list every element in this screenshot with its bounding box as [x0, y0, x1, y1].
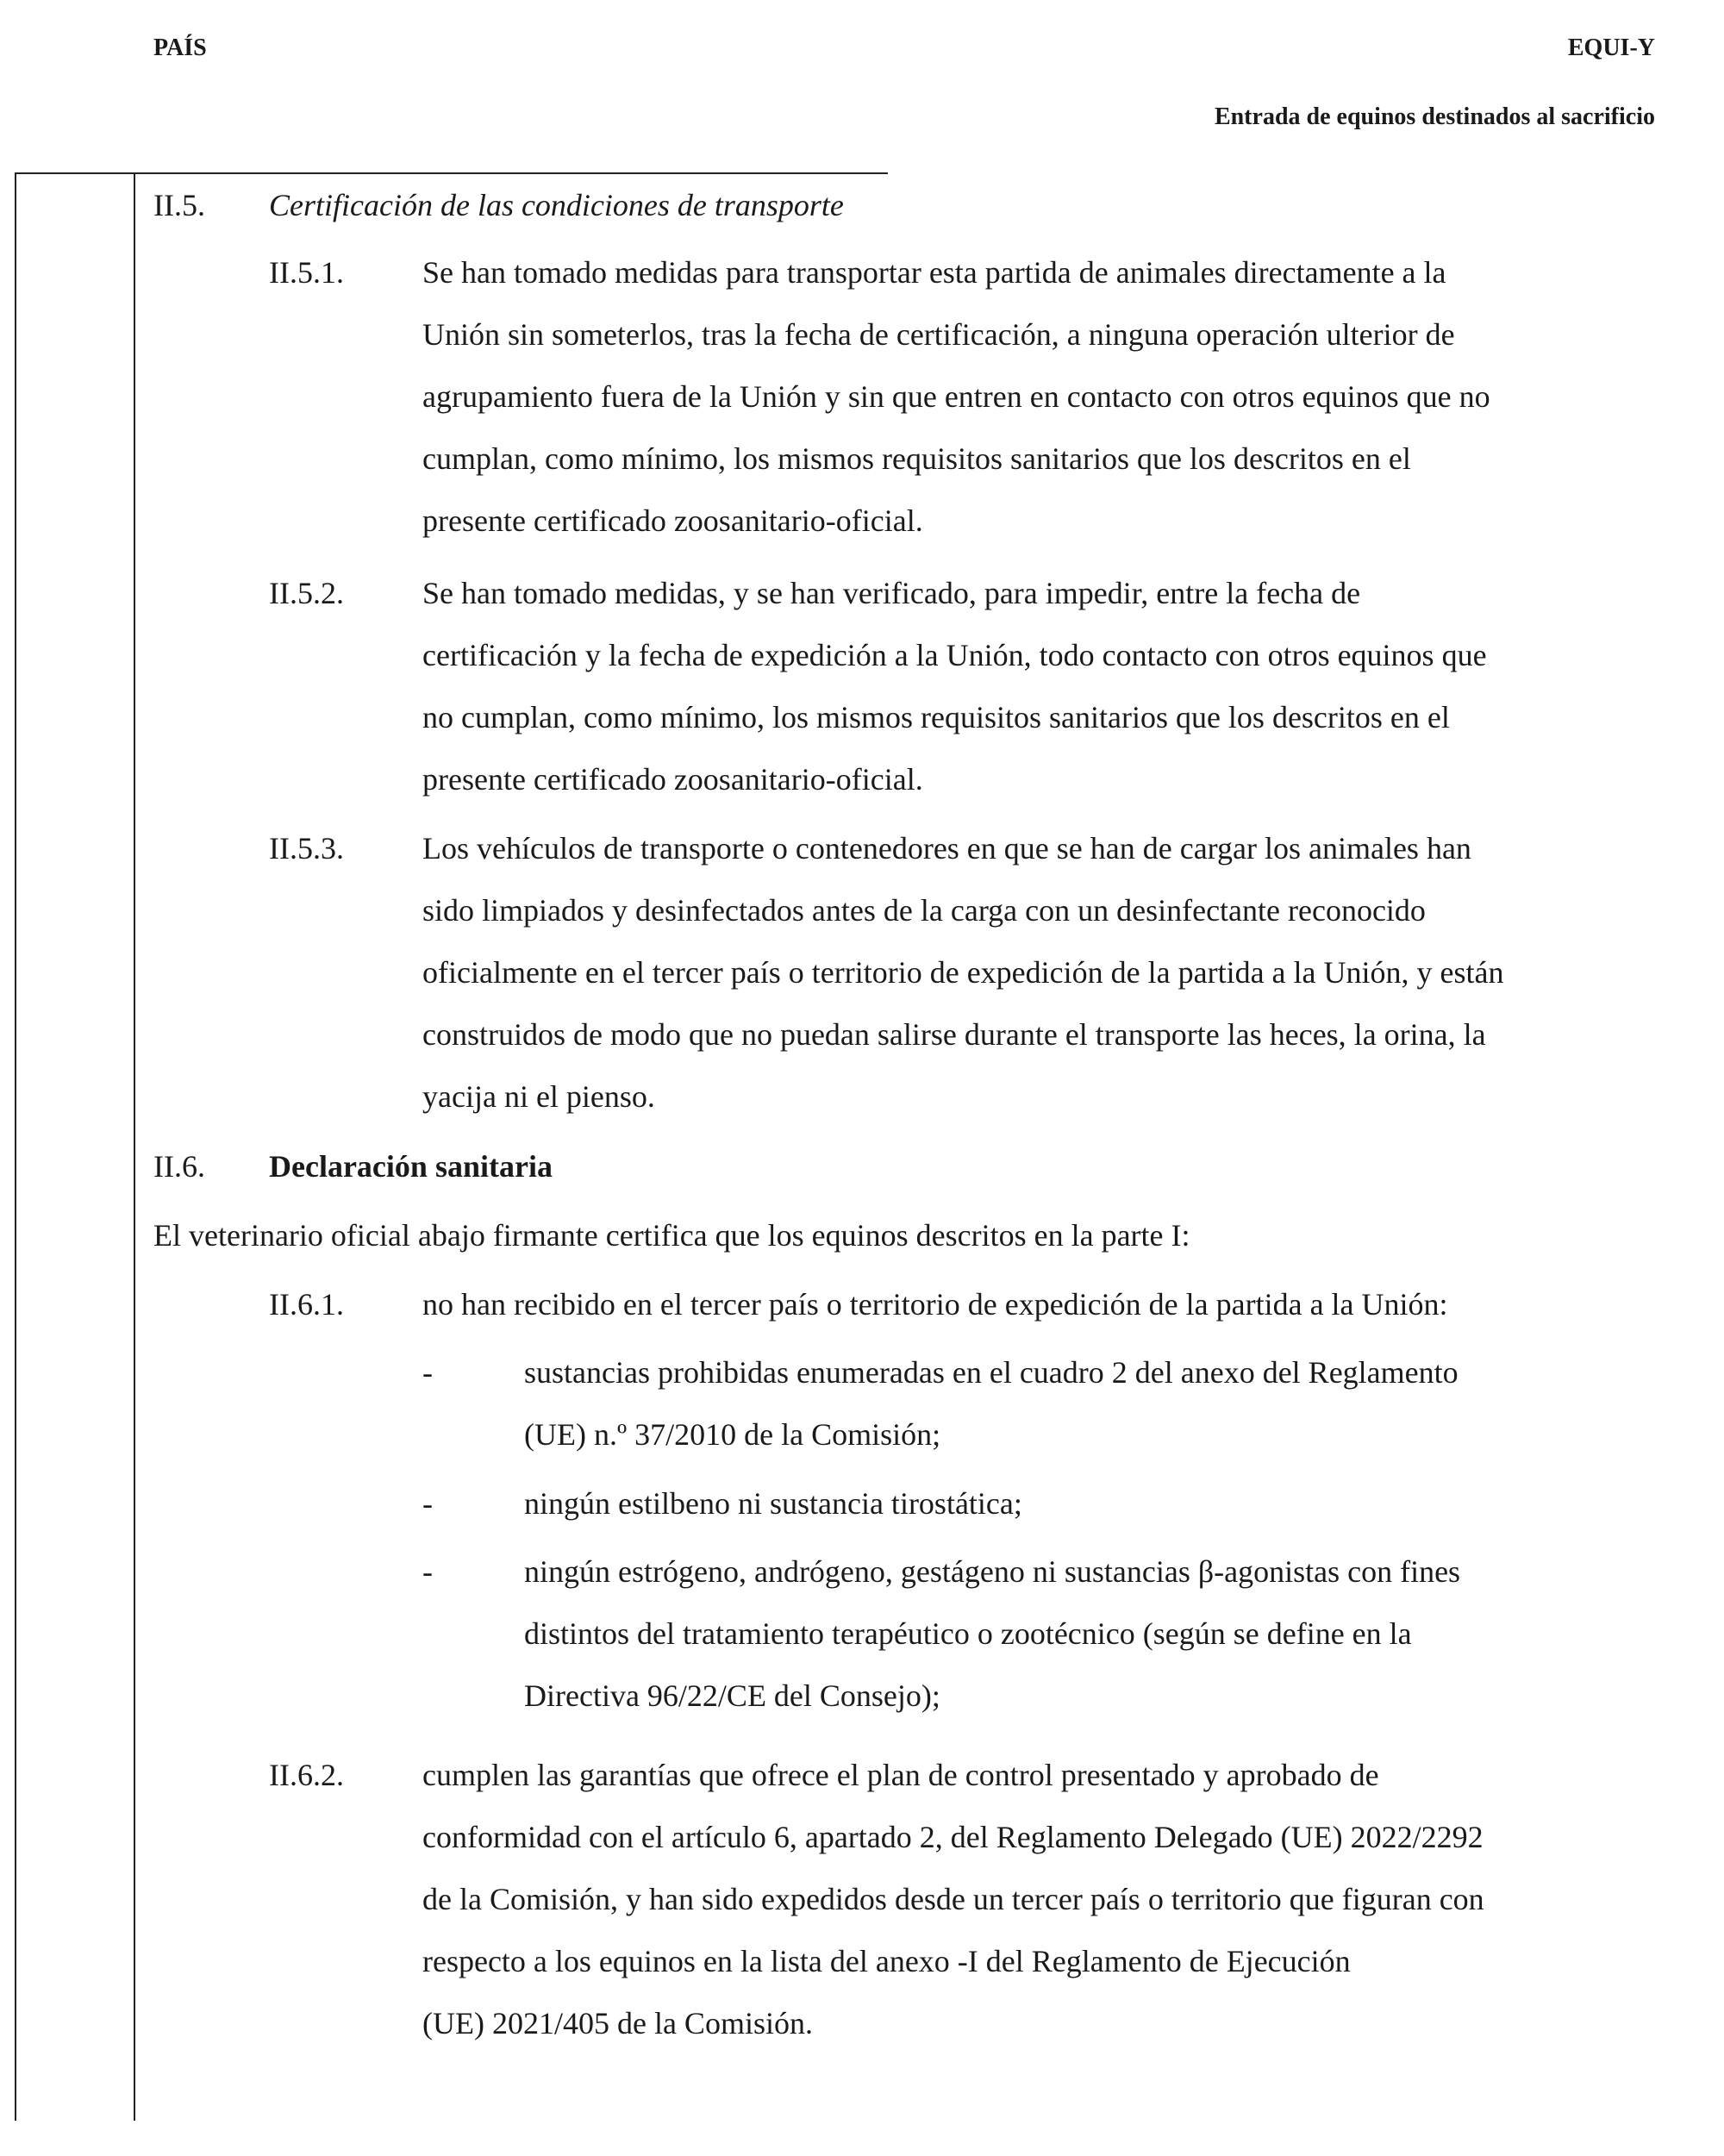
header-code: EQUI-Y: [1567, 34, 1655, 61]
bullet-text: [524, 1472, 1681, 1534]
text-line: construidos de modo que no puedan salirse durante el transporte las heces, la orina, la: [422, 1017, 1486, 1052]
item-number-ii5-1: II.5.1.: [269, 255, 344, 290]
text-line: de la Comisión, y han sido expedidos desde un tercer país o territorio que figuran con: [422, 1882, 1484, 1916]
item-text-ii6-2: [422, 1744, 1681, 2054]
item-number-ii5-3: II.5.3.: [269, 831, 344, 866]
bullet-dash: -: [422, 1486, 433, 1521]
item-number-ii6-1: II.6.1.: [269, 1287, 344, 1322]
section-title-ii6: Declaración sanitaria: [269, 1149, 553, 1184]
header-country: PAÍS: [153, 34, 207, 61]
bullet-text: [524, 1341, 1681, 1465]
text-line: Directiva 96/22/CE del Consejo);: [524, 1678, 940, 1713]
item-text-ii5-2: [422, 562, 1681, 810]
text-line: (UE) n.º 37/2010 de la Comisión;: [524, 1417, 941, 1452]
section-title-ii5: Certificación de las condiciones de transporte: [269, 188, 844, 222]
item-number-ii6-2: II.6.2.: [269, 1758, 344, 1792]
bullet-text: [524, 1540, 1681, 1727]
text-line: ningún estilbeno ni sustancia tirostática;: [524, 1486, 1022, 1521]
frame-inner-rule: [134, 172, 135, 2121]
frame-left-rule: [15, 172, 16, 2121]
section-intro-ii6: El veterinario oficial abajo firmante certifica que los equinos descritos en la parte I:: [153, 1218, 1190, 1253]
bullet-dash: -: [422, 1554, 433, 1589]
text-line: Se han tomado medidas para transportar esta partida de animales directamente a la: [422, 255, 1446, 290]
item-text-ii5-1: [422, 241, 1681, 552]
text-line: cumplen las garantías que ofrece el plan de control presentado y aprobado de: [422, 1758, 1379, 1792]
text-line: conformidad con el artículo 6, apartado 2, del Reglamento Delegado (UE) 2022/2292: [422, 1820, 1484, 1854]
text-line: ningún estrógeno, andrógeno, gestágeno ni sustancias β-agonistas con fines: [524, 1554, 1461, 1589]
text-line: no cumplan, como mínimo, los mismos requisitos sanitarios que los descritos en el: [422, 700, 1450, 734]
text-line: sido limpiados y desinfectados antes de la carga con un desinfectante reconocido: [422, 893, 1426, 928]
text-line: agrupamiento fuera de la Unión y sin que entren en contacto con otros equinos que no: [422, 379, 1490, 414]
text-line: oficialmente en el tercer país o territorio de expedición de la partida a la Unión, y están: [422, 955, 1504, 990]
bullet-dash: -: [422, 1355, 433, 1390]
text-line: cumplan, como mínimo, los mismos requisitos sanitarios que los descritos en el: [422, 441, 1411, 476]
text-line: (UE) 2021/405 de la Comisión.: [422, 2006, 813, 2040]
text-line: sustancias prohibidas enumeradas en el cuadro 2 del anexo del Reglamento: [524, 1355, 1459, 1390]
item-text-ii5-3: [422, 817, 1681, 1128]
item-number-ii5-2: II.5.2.: [269, 576, 344, 610]
text-line: presente certificado zoosanitario-oficial.: [422, 762, 923, 797]
text-line: Se han tomado medidas, y se han verificado, para impedir, entre la fecha de: [422, 576, 1361, 610]
text-line: respecto a los equinos en la lista del anexo -I del Reglamento de Ejecución: [422, 1944, 1351, 1978]
text-line: certificación y la fecha de expedición a la Unión, todo contacto con otros equinos que: [422, 638, 1487, 672]
item-text-ii6-1: no han recibido en el tercer país o territorio de expedición de la partida a la Unión:: [422, 1287, 1448, 1322]
text-line: distintos del tratamiento terapéutico o zootécnico (según se define en la: [524, 1616, 1412, 1651]
section-number-ii5: II.5.: [153, 188, 205, 222]
text-line: Unión sin someterlos, tras la fecha de certificación, a ninguna operación ulterior de: [422, 317, 1455, 352]
text-line: Los vehículos de transporte o contenedores en que se han de cargar los animales han: [422, 831, 1471, 866]
text-line: presente certificado zoosanitario-oficial.: [422, 503, 923, 538]
header-subtitle: Entrada de equinos destinados al sacrificio: [1214, 103, 1655, 130]
text-line: yacija ni el pienso.: [422, 1079, 655, 1114]
section-number-ii6: II.6.: [153, 1149, 205, 1184]
